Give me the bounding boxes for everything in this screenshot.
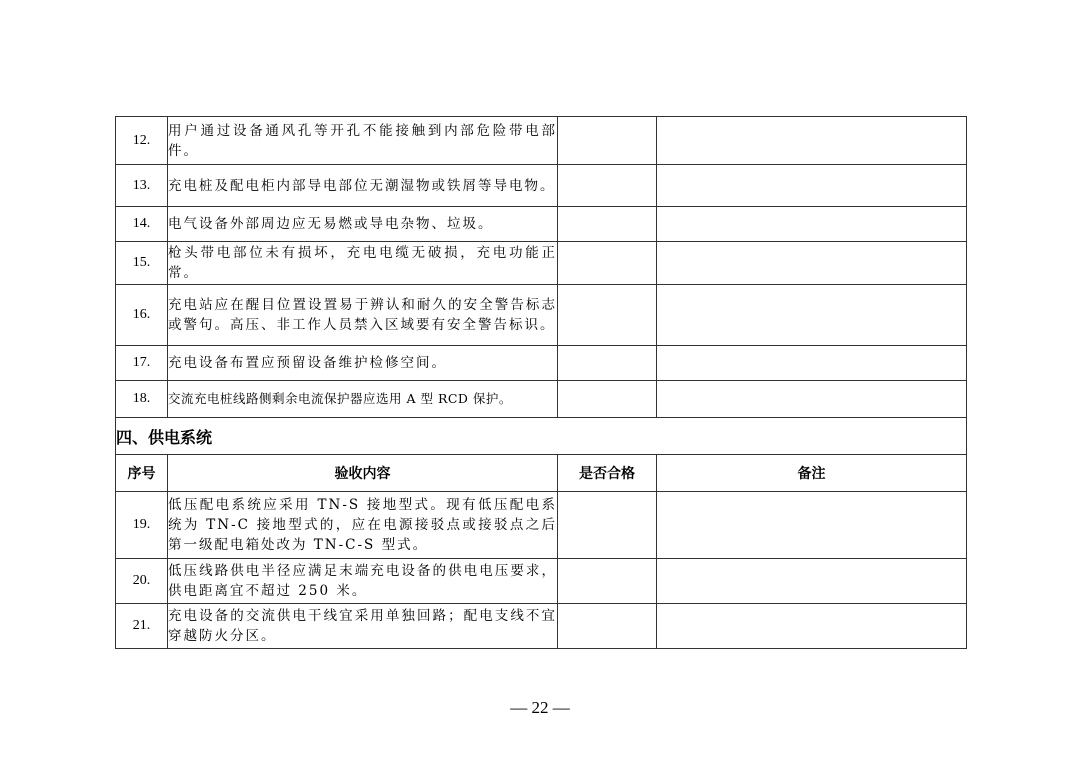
- row-number: 21.: [116, 604, 168, 649]
- pass-cell: [558, 207, 657, 242]
- remark-cell: [657, 346, 967, 381]
- page-number: — 22 —: [510, 698, 570, 717]
- row-number: 14.: [116, 207, 168, 242]
- row-number: 19.: [116, 492, 168, 559]
- row-number: 15.: [116, 242, 168, 285]
- remark-cell: [657, 604, 967, 649]
- table-row: [116, 242, 967, 285]
- header-row: [116, 455, 967, 492]
- remark-cell: [657, 492, 967, 559]
- pass-cell: [558, 242, 657, 285]
- table-row: [116, 285, 967, 346]
- row-number: 13.: [116, 165, 168, 207]
- remark-cell: [657, 285, 967, 346]
- acceptance-content: 低压配电系统应采用 TN-S 接地型式。现有低压配电系统为 TN-C 接地型式的，应在电源接驳点或接驳点之后第一级配电箱处改为 TN-C-S 型式。: [168, 492, 558, 559]
- pass-cell: [558, 346, 657, 381]
- header-number: 序号: [116, 455, 168, 492]
- pass-cell: [558, 285, 657, 346]
- remark-cell: [657, 242, 967, 285]
- acceptance-content: 充电设备的交流供电干线宜采用单独回路；配电支线不宜穿越防火分区。: [168, 604, 558, 649]
- header-content: 验收内容: [168, 455, 558, 492]
- table-row: [116, 165, 967, 207]
- acceptance-content: 用户通过设备通风孔等开孔不能接触到内部危险带电部件。: [168, 117, 558, 165]
- acceptance-content: 枪头带电部位未有损坏，充电电缆无破损，充电功能正常。: [168, 242, 558, 285]
- pass-cell: [558, 381, 657, 418]
- pass-cell: [558, 117, 657, 165]
- section-title: 四、供电系统: [116, 418, 967, 455]
- pass-cell: [558, 492, 657, 559]
- acceptance-checklist-table: [115, 116, 967, 649]
- row-number: 20.: [116, 559, 168, 604]
- acceptance-content: 充电桩及配电柜内部导电部位无潮湿物或铁屑等导电物。: [168, 165, 558, 207]
- acceptance-content: 交流充电桩线路侧剩余电流保护器应选用 A 型 RCD 保护。: [168, 381, 558, 418]
- pass-cell: [558, 604, 657, 649]
- pass-cell: [558, 559, 657, 604]
- acceptance-content: 充电站应在醒目位置设置易于辨认和耐久的安全警告标志或警句。高压、非工作人员禁入区域要有安全警告标识。: [168, 285, 558, 346]
- table-row: [116, 346, 967, 381]
- table-row: [116, 117, 967, 165]
- remark-cell: [657, 207, 967, 242]
- remark-cell: [657, 165, 967, 207]
- acceptance-content: 电气设备外部周边应无易燃或导电杂物、垃圾。: [168, 207, 558, 242]
- acceptance-content: 低压线路供电半径应满足末端充电设备的供电电压要求，供电距离宜不超过 250 米。: [168, 559, 558, 604]
- row-number: 16.: [116, 285, 168, 346]
- row-number: 12.: [116, 117, 168, 165]
- remark-cell: [657, 559, 967, 604]
- table-row: [116, 604, 967, 649]
- header-remark: 备注: [657, 455, 967, 492]
- row-number: 17.: [116, 346, 168, 381]
- section-row: [116, 418, 967, 455]
- table-row: [116, 492, 967, 559]
- table-row: [116, 559, 967, 604]
- remark-cell: [657, 117, 967, 165]
- table-row: [116, 381, 967, 418]
- pass-cell: [558, 165, 657, 207]
- remark-cell: [657, 381, 967, 418]
- header-pass: 是否合格: [558, 455, 657, 492]
- table-row: [116, 207, 967, 242]
- row-number: 18.: [116, 381, 168, 418]
- acceptance-content: 充电设备布置应预留设备维护检修空间。: [168, 346, 558, 381]
